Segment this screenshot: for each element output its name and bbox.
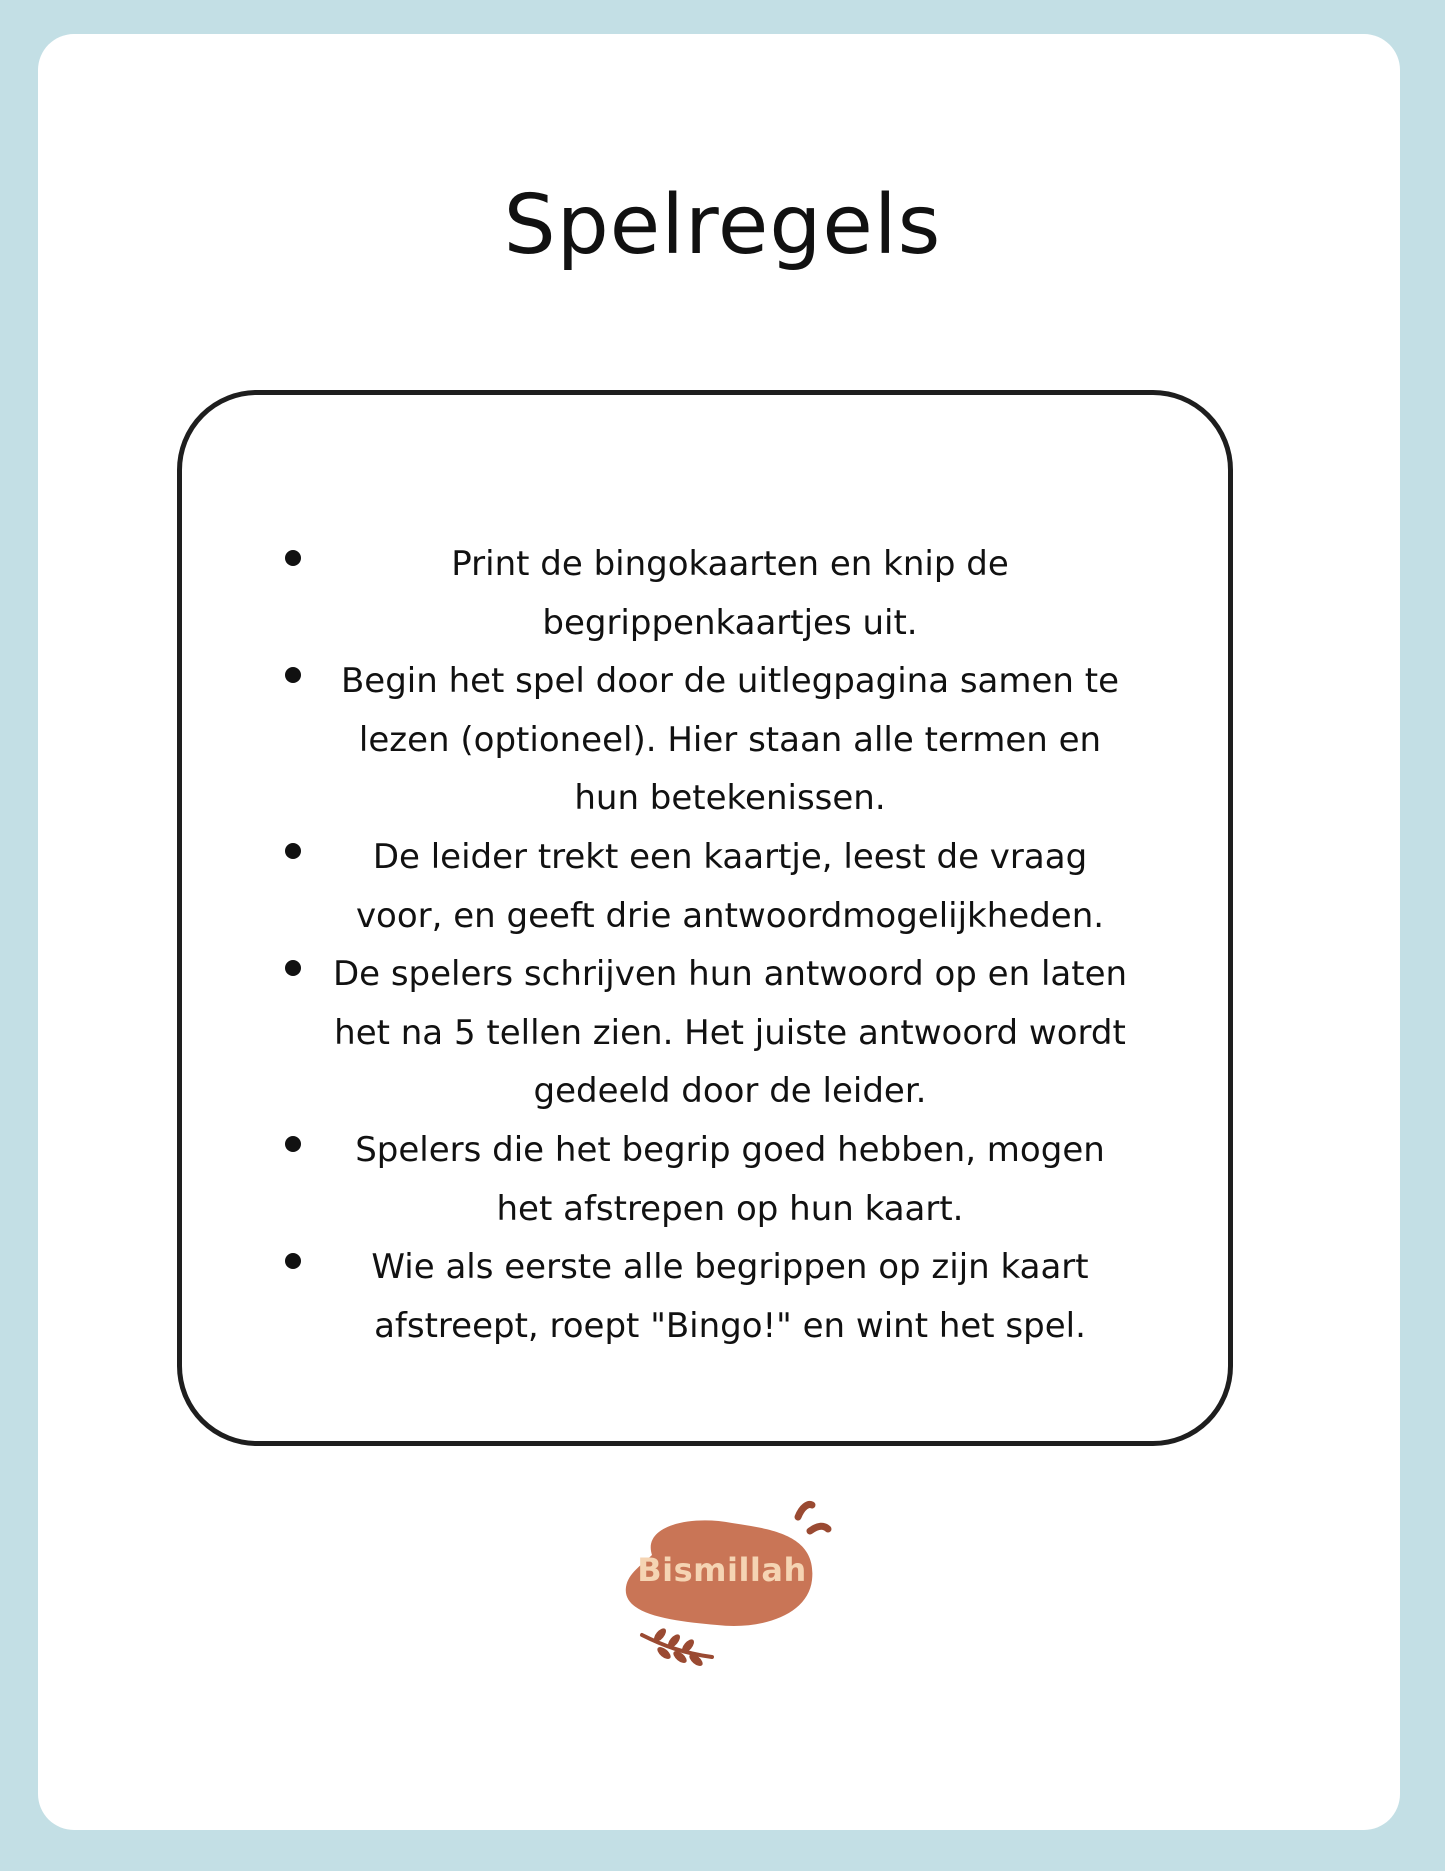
list-item <box>285 1238 1125 1355</box>
bullet-icon <box>285 960 301 976</box>
rules-box <box>177 390 1233 1446</box>
rules-list <box>285 535 1128 1355</box>
rule-text: De spelers schrijven hun antwoord op en laten het na 5 tellen zien. Het juiste antwoord wordt gedeeld door de leider. <box>332 954 1128 1112</box>
list-item <box>285 535 1125 652</box>
bullet-icon <box>285 843 301 859</box>
rule-text: Spelers die het begrip goed hebben, mogen het afstrepen op hun kaart. <box>355 1129 1105 1229</box>
rule-text: Begin het spel door de uitlegpagina samen te lezen (optioneel). Hier staan alle termen en hun betekenissen. <box>340 661 1120 819</box>
bullet-icon <box>285 1253 301 1269</box>
bullet-icon <box>285 667 301 683</box>
bullet-icon <box>285 550 301 566</box>
logo-text: Bismillah <box>637 1551 807 1589</box>
page-title: Spelregels <box>503 178 942 273</box>
list-item <box>285 1121 1125 1238</box>
rule-text: Wie als eerste alle begrippen op zijn kaart afstreept, roept "Bingo!" en wint het spel. <box>371 1247 1089 1346</box>
list-item <box>285 828 1125 945</box>
list-item <box>285 652 1125 828</box>
bismillah-logo <box>612 1495 832 1675</box>
rule-text: De leider trekt een kaartje, leest de vraag voor, en geeft drie antwoordmogelijkheden. <box>355 836 1105 936</box>
bullet-icon <box>285 1136 301 1152</box>
leaf-sprig-icon <box>642 1626 712 1668</box>
rule-text: Print de bingokaarten en knip de begrippenkaartjes uit. <box>451 544 1009 643</box>
list-item <box>285 945 1128 1121</box>
